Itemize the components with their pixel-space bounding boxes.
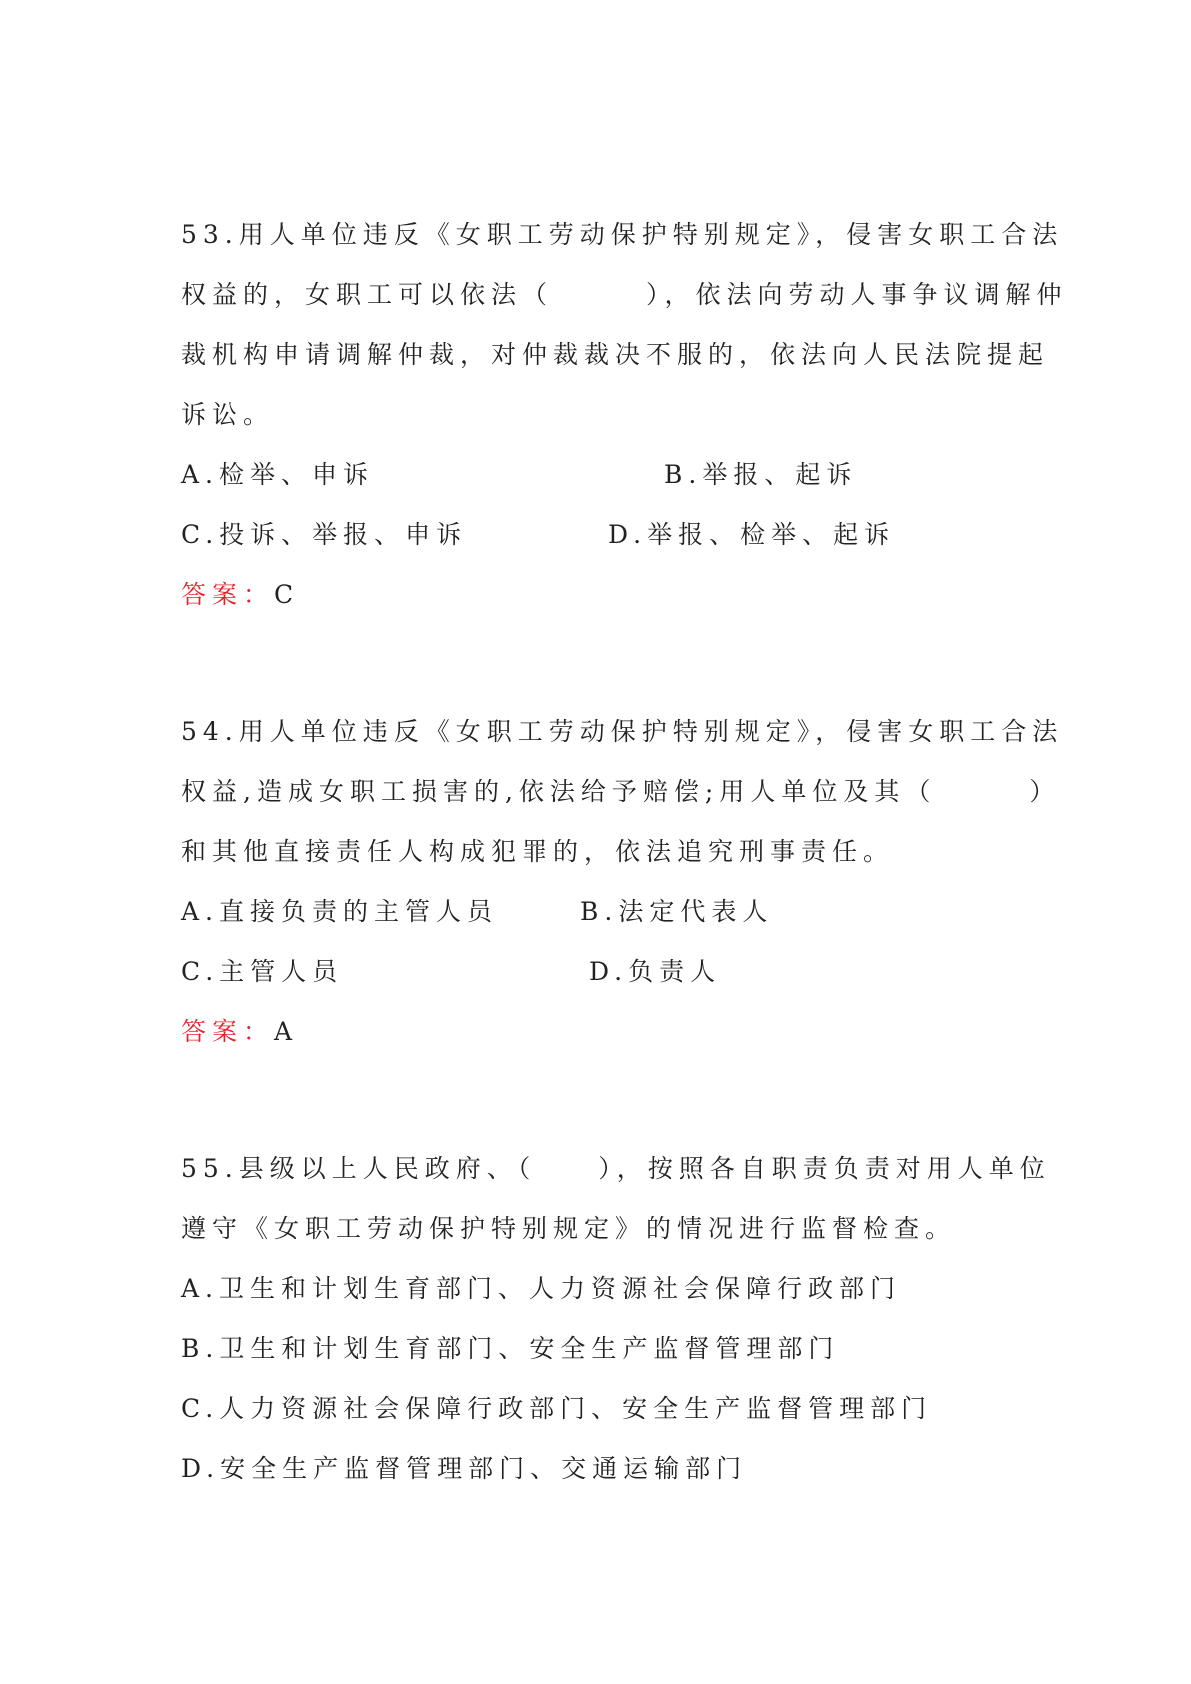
question-54-line-3: 和其他直接责任人构成犯罪的，依法追究刑事责任。 [181, 837, 895, 866]
answer-label: 答案： [181, 580, 275, 609]
question-54-option-d: D.负责人 [589, 957, 722, 986]
question-53-option-b: B.举报、起诉 [664, 460, 858, 489]
question-53-line-4: 诉讼。 [181, 400, 275, 429]
question-53-line-3: 裁机构申请调解仲裁，对仲裁裁决不服的，依法向人民法院提起 [181, 340, 1050, 369]
question-54-answer [181, 1015, 298, 1049]
answer-value: C [274, 580, 300, 609]
question-54-line-2: 权益,造成女职工损害的,依法给予赔偿;用人单位及其（ ） [181, 777, 1061, 806]
answer-value: A [274, 1017, 299, 1046]
question-55-option-a: A.卫生和计划生育部门、人力资源社会保障行政部门 [181, 1274, 902, 1303]
question-54-option-a: A.直接负责的主管人员 [181, 897, 499, 926]
answer-label: 答案： [181, 1017, 275, 1046]
question-53-option-d: D.举报、检举、起诉 [608, 520, 896, 549]
question-54-line-1: 54.用人单位违反《女职工劳动保护特别规定》，侵害女职工合法 [181, 717, 1064, 746]
question-53-line-2: 权益的，女职工可以依法（ ），依法向劳动人事争议调解仲 [181, 280, 1068, 309]
question-54-option-b: B.法定代表人 [580, 897, 774, 926]
question-55-option-d: D.安全生产监督管理部门、交通运输部门 [181, 1454, 748, 1483]
question-53-answer [181, 578, 299, 612]
question-53-option-a: A.检举、申诉 [181, 460, 375, 489]
question-53-line-1: 53.用人单位违反《女职工劳动保护特别规定》，侵害女职工合法 [181, 220, 1064, 249]
question-55-option-b: B.卫生和计划生育部门、安全生产监督管理部门 [181, 1334, 840, 1363]
question-55-line-1: 55.县级以上人民政府、（ ），按照各自职责负责对用人单位 [181, 1154, 1051, 1183]
question-55-line-2: 遵守《女职工劳动保护特别规定》的情况进行监督检查。 [181, 1214, 957, 1243]
question-55-option-c: C.人力资源社会保障行政部门、安全生产监督管理部门 [181, 1394, 933, 1423]
question-53-option-c: C.投诉、举报、申诉 [181, 520, 468, 549]
question-54-option-c: C.主管人员 [181, 957, 344, 986]
